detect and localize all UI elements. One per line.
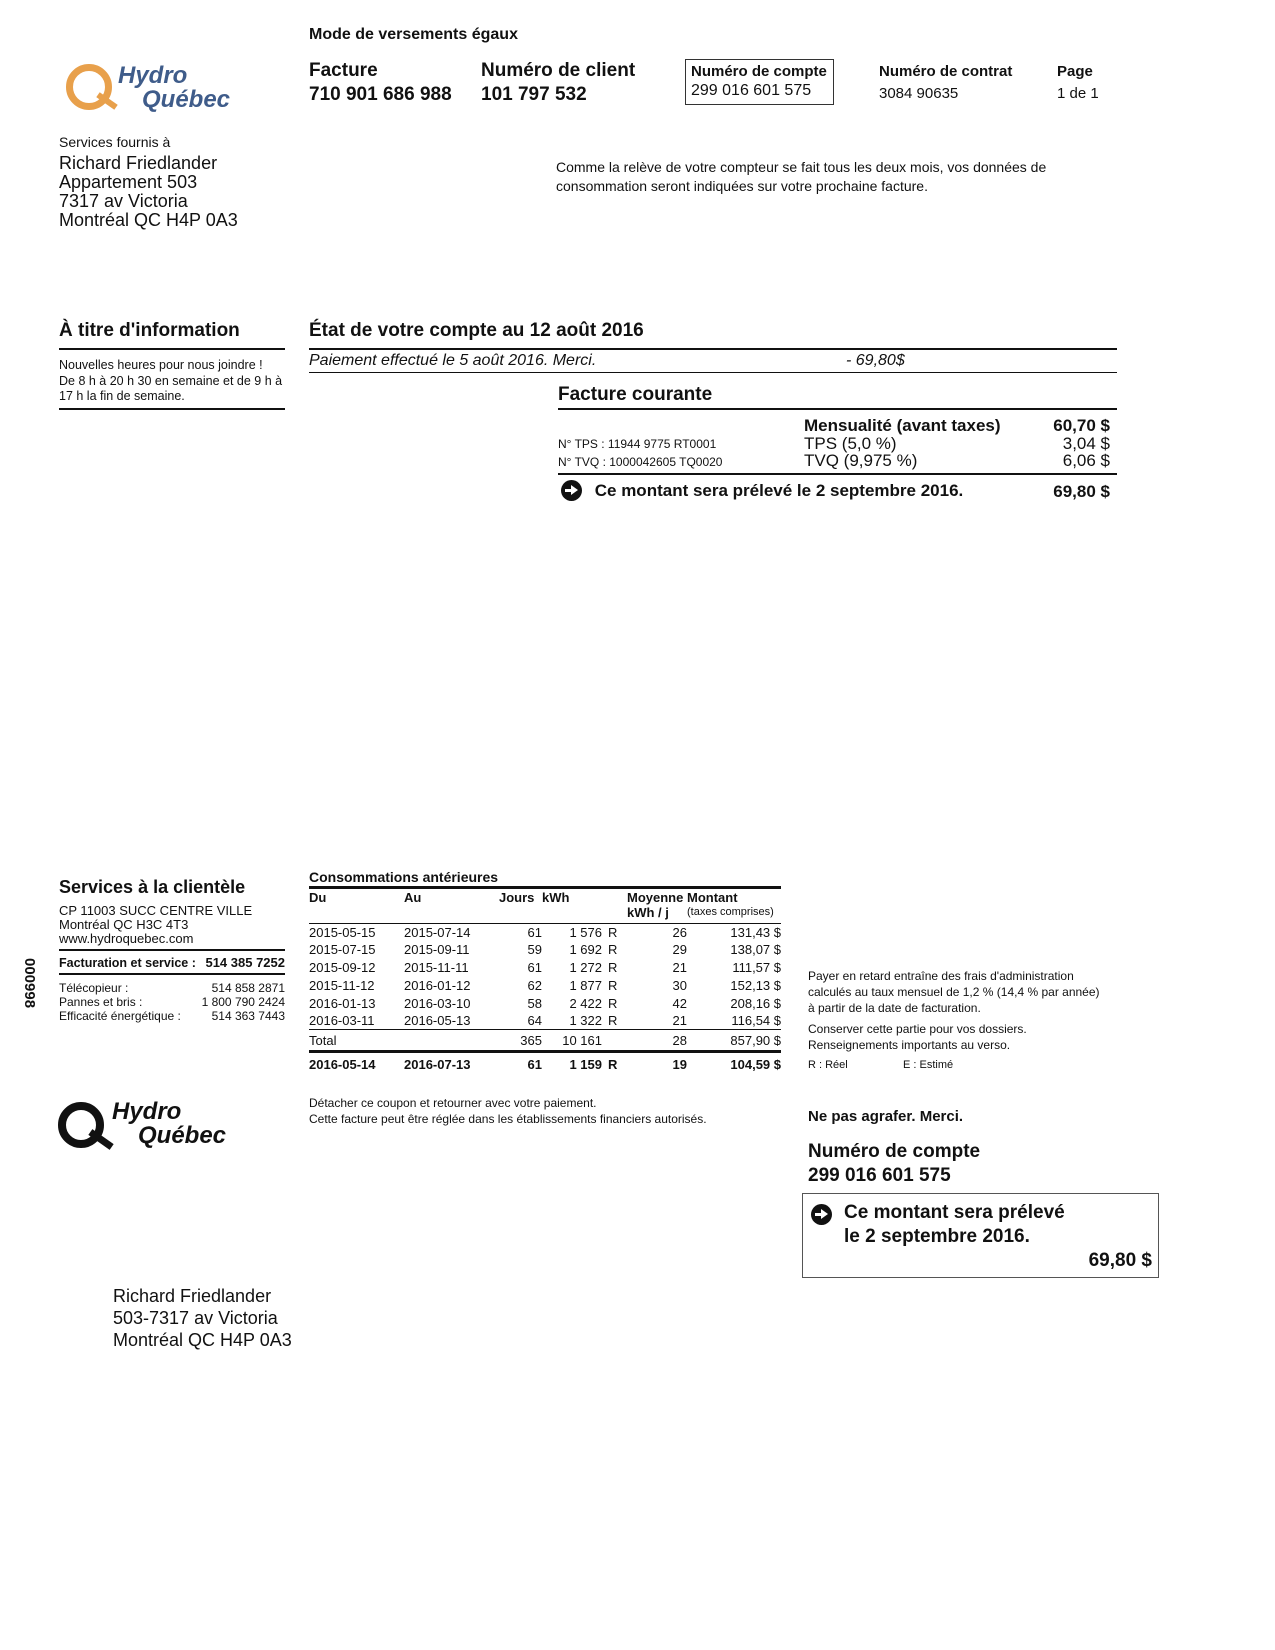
- cell-montant: 152,13 $: [730, 977, 781, 993]
- cell-reading-type: R: [608, 942, 618, 958]
- consumption-table: [309, 890, 781, 1076]
- cell-kwh: 1 272: [569, 959, 602, 975]
- cell-du: 2015-07-15: [309, 942, 376, 958]
- service-address: [59, 134, 238, 230]
- cell-reading-type: R: [608, 977, 618, 993]
- tps-label: TPS (5,0 %): [804, 434, 897, 453]
- outages-number: 1 800 790 2424: [201, 995, 285, 1009]
- reading-notice-line: Comme la relève de votre compteur se fait tous les deux mois, vos données de: [556, 159, 1047, 175]
- cell-du: 2015-11-12: [309, 977, 375, 993]
- coupon-account-number: 299 016 601 575: [808, 1165, 951, 1186]
- cs-address-line: Montréal QC H3C 4T3: [59, 917, 189, 932]
- col-moyenne: [627, 890, 687, 920]
- late-note-line: Payer en retard entraîne des frais d'administration: [808, 969, 1074, 983]
- account-state-rule: [309, 348, 1117, 350]
- consumption-rule-top: [309, 886, 781, 889]
- tps-number: N° TPS : 11944 9775 RT0001: [558, 437, 717, 451]
- no-staple-notice: Ne pas agrafer. Merci.: [808, 1108, 964, 1125]
- col-au: Au: [404, 890, 422, 905]
- cell-du: 2016-01-13: [309, 995, 376, 1011]
- cell-au: 2016-03-10: [404, 995, 471, 1011]
- current-period-row: [309, 1052, 781, 1076]
- service-address-line: 7317 av Victoria: [59, 191, 188, 211]
- cell-jours: 62: [527, 977, 542, 993]
- page-label: Page: [1057, 63, 1093, 80]
- logo-text-quebec: Québec: [138, 1122, 227, 1149]
- logo-text-hydro: Hydro: [112, 1098, 182, 1125]
- col-moyenne-line1: Moyenne: [627, 890, 684, 905]
- efficiency-number: 514 363 7443: [211, 1009, 285, 1023]
- mailing-address-line: Richard Friedlander: [113, 1286, 272, 1306]
- table-row: [309, 923, 781, 941]
- reading-notice: [556, 158, 1046, 196]
- cell-jours: 58: [527, 995, 542, 1011]
- cell-au: 2015-09-11: [404, 942, 470, 958]
- invoice-number: 710 901 686 988: [309, 84, 452, 105]
- hydro-quebec-logo-black: [58, 1098, 238, 1168]
- cell-kwh: 1 159: [569, 1057, 602, 1073]
- cs-address-line: CP 11003 SUCC CENTRE VILLE: [59, 903, 253, 918]
- consumption-title: Consommations antérieures: [309, 869, 499, 885]
- total-row: [309, 1030, 781, 1052]
- coupon-amount-box: [802, 1193, 1159, 1278]
- current-bill-rule: [558, 408, 1117, 410]
- legend-estimated: E : Estimé: [903, 1059, 954, 1071]
- tvq-amount: 6,06 $: [1062, 451, 1110, 470]
- current-bill-total-rule: [558, 473, 1117, 475]
- keep-note-line: Conserver cette partie pour vos dossiers.: [808, 1022, 1027, 1036]
- cell-jours: 61: [527, 959, 542, 975]
- mailing-address-line: Montréal QC H4P 0A3: [113, 1330, 292, 1350]
- arrow-right-circle-icon: [561, 480, 582, 501]
- detach-line: Détacher ce coupon et retourner avec votre paiement.: [309, 1096, 597, 1110]
- fax-label: Télécopieur :: [59, 981, 129, 995]
- table-row: [309, 1012, 781, 1030]
- cell-kwh: 2 422: [569, 995, 602, 1011]
- contract-label: Numéro de contrat: [879, 63, 1013, 80]
- cell-reading-type: R: [608, 1013, 618, 1029]
- cell-total-moyenne: 28: [672, 1032, 687, 1048]
- cell-du: 2016-03-11: [309, 1013, 375, 1029]
- outages-label: Pannes et bris :: [59, 995, 143, 1009]
- side-code: 000998: [21, 958, 38, 1009]
- fax-number: 514 858 2871: [211, 981, 285, 995]
- coupon-debit-line1: Ce montant sera prélevé: [844, 1202, 1065, 1223]
- cell-total-kwh: 10 161: [562, 1032, 602, 1048]
- page-block: [1057, 63, 1099, 102]
- late-note-line: calculés au taux mensuel de 1,2 % (14,4 % par année): [808, 985, 1100, 999]
- late-note-line: à partir de la date de facturation.: [808, 1001, 981, 1015]
- info-text: [59, 358, 282, 405]
- service-address-line: Appartement 503: [59, 172, 198, 192]
- col-montant-line1: Montant: [687, 890, 738, 905]
- cell-jours: 61: [527, 1057, 542, 1073]
- cell-total-label: Total: [309, 1032, 337, 1048]
- client-number-block: [481, 60, 635, 106]
- cell-moyenne: 21: [672, 959, 687, 975]
- info-line: 17 h la fin de semaine.: [59, 389, 185, 403]
- mailing-address-line: 503-7317 av Victoria: [113, 1308, 278, 1328]
- table-row: [309, 941, 781, 959]
- col-kwh: kWh: [542, 890, 570, 905]
- service-address-label: Services fournis à: [59, 134, 171, 150]
- info-line: Nouvelles heures pour nous joindre !: [59, 358, 263, 372]
- payment-received-text: Paiement effectué le 5 août 2016. Merci.: [309, 352, 597, 369]
- invoice-number-block: [309, 60, 452, 106]
- cell-montant: 208,16 $: [730, 995, 781, 1011]
- account-label: Numéro de compte: [691, 63, 827, 80]
- cell-montant: 131,43 $: [730, 924, 781, 940]
- client-label: Numéro de client: [481, 60, 636, 81]
- table-row: [309, 976, 781, 994]
- cell-reading-type: R: [608, 959, 618, 975]
- coupon-debit-line2: le 2 septembre 2016.: [844, 1226, 1030, 1247]
- keep-note-line: Renseignements importants au verso.: [808, 1038, 1011, 1052]
- tps-amount: 3,04 $: [1062, 434, 1110, 453]
- legend-real: R : Réel: [808, 1059, 848, 1071]
- cell-montant: 104,59 $: [730, 1057, 781, 1073]
- info-line: De 8 h à 20 h 30 en semaine et de 9 h à: [59, 373, 283, 388]
- cell-montant: 138,07 $: [730, 942, 781, 958]
- client-number: 101 797 532: [481, 84, 587, 105]
- debit-notice-text: Ce montant sera prélevé le 2 septembre 2016.: [594, 480, 964, 500]
- contract-number: 3084 90635: [879, 85, 959, 102]
- col-montant: [687, 890, 781, 920]
- cell-moyenne: 21: [672, 1013, 687, 1029]
- cell-au: 2015-07-14: [404, 924, 471, 940]
- col-du: Du: [309, 890, 327, 905]
- cell-montant: 116,54 $: [731, 1013, 781, 1029]
- cell-du: 2015-05-15: [309, 924, 376, 940]
- cell-moyenne: 42: [672, 995, 687, 1011]
- account-state-title: État de votre compte au 12 août 2016: [309, 320, 644, 341]
- reading-notice-line: consommation seront indiquées sur votre prochaine facture.: [556, 178, 928, 194]
- invoice-label: Facture: [309, 60, 378, 81]
- cell-total-montant: 857,90 $: [730, 1032, 781, 1048]
- cell-reading-type: R: [608, 1057, 618, 1073]
- billing-mode: Mode de versements égaux: [309, 26, 518, 43]
- logo-text-hydro: Hydro: [118, 62, 188, 89]
- cell-total-jours: 365: [520, 1032, 542, 1048]
- payment-received-amount: - 69,80$: [846, 352, 905, 369]
- monthly-payment-amount: 60,70 $: [1053, 416, 1110, 435]
- cell-kwh: 1 877: [569, 977, 602, 993]
- debit-notice: [561, 480, 963, 501]
- mailing-address: [113, 1285, 292, 1351]
- cell-jours: 59: [527, 942, 542, 958]
- customer-service-address: [59, 904, 252, 946]
- cell-jours: 64: [527, 1013, 542, 1029]
- payment-rule: [309, 372, 1117, 373]
- cell-moyenne: 26: [672, 924, 687, 940]
- logo-text-quebec: Québec: [142, 86, 231, 113]
- service-address-line: Montréal QC H4P 0A3: [59, 210, 238, 230]
- table-row: [309, 994, 781, 1012]
- service-address-line: Richard Friedlander: [59, 153, 218, 173]
- late-payment-note: [808, 968, 1100, 1016]
- cell-au: 2016-07-13: [404, 1057, 471, 1073]
- website-link[interactable]: www.hydroquebec.com: [59, 931, 194, 946]
- debit-amount: 69,80 $: [1053, 482, 1110, 501]
- current-bill-title: Facture courante: [558, 384, 713, 405]
- efficiency-label: Efficacité énergétique :: [59, 1009, 181, 1023]
- tvq-label: TVQ (9,975 %): [804, 451, 918, 470]
- cs-rule-2: [59, 973, 285, 975]
- cell-jours: 61: [527, 924, 542, 940]
- cell-moyenne: 30: [672, 977, 687, 993]
- coupon-account-label: Numéro de compte: [808, 1141, 981, 1162]
- monthly-payment-label: Mensualité (avant taxes): [804, 416, 1001, 435]
- billing-service-phone: 514 385 7252: [205, 955, 285, 970]
- cell-au: 2016-01-12: [404, 977, 471, 993]
- cell-kwh: 1 322: [569, 1013, 602, 1029]
- hydro-quebec-logo-color: [66, 60, 246, 130]
- cell-reading-type: R: [608, 924, 618, 940]
- cell-au: 2015-11-11: [404, 959, 469, 975]
- coupon-amount: 69,80 $: [1088, 1250, 1152, 1271]
- info-bottom-rule: [59, 408, 285, 410]
- account-number-box: [685, 59, 834, 105]
- detach-line: Cette facture peut être réglée dans les établissements financiers autorisés.: [309, 1112, 707, 1126]
- cell-reading-type: R: [608, 995, 618, 1011]
- col-moyenne-line2: kWh / j: [627, 905, 669, 920]
- customer-service-title: Services à la clientèle: [59, 877, 246, 897]
- col-montant-line2: (taxes comprises): [687, 906, 774, 918]
- cell-moyenne: 29: [672, 942, 687, 958]
- cs-rule-1: [59, 949, 285, 951]
- account-number: 299 016 601 575: [691, 82, 812, 99]
- billing-service-label: Facturation et service :: [59, 956, 196, 970]
- arrow-right-circle-icon: [811, 1204, 832, 1225]
- info-title: À titre d'information: [59, 320, 240, 341]
- keep-note: [808, 1021, 1027, 1053]
- contract-number-block: [879, 63, 1012, 102]
- tvq-number: N° TVQ : 1000042605 TQ0020: [558, 455, 723, 469]
- col-jours: Jours: [499, 890, 535, 905]
- cell-du: 2016-05-14: [309, 1057, 376, 1073]
- cell-kwh: 1 692: [569, 942, 602, 958]
- cell-moyenne: 19: [672, 1057, 687, 1073]
- consumption-header-row: [309, 890, 781, 920]
- cell-montant: 111,57 $: [732, 959, 781, 975]
- cell-du: 2015-09-12: [309, 959, 376, 975]
- info-title-rule: [59, 348, 285, 350]
- table-row: [309, 959, 781, 977]
- cell-kwh: 1 576: [569, 924, 602, 940]
- page-number: 1 de 1: [1057, 85, 1099, 102]
- cell-au: 2016-05-13: [404, 1013, 471, 1029]
- detach-instructions: [309, 1095, 707, 1127]
